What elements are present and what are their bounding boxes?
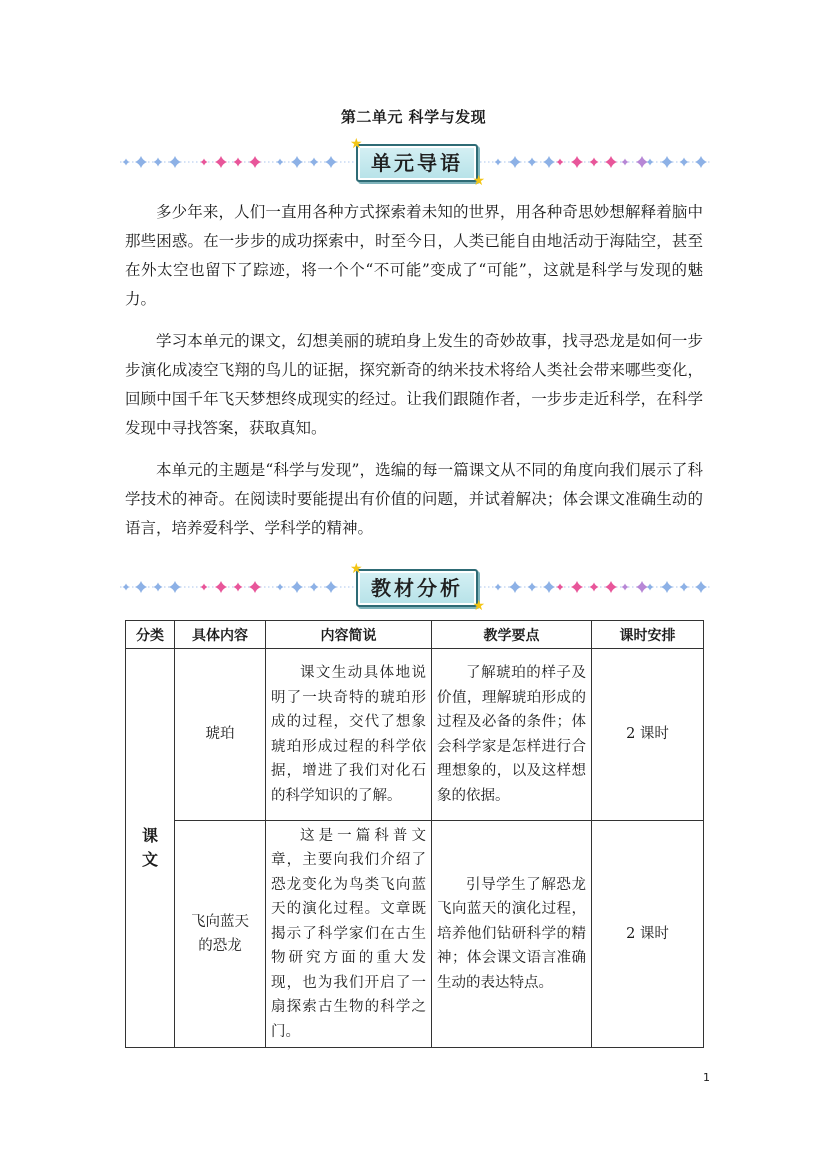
sparkle-icon — [310, 583, 319, 592]
sparkle-icon — [310, 158, 319, 167]
sparkle-icon — [661, 156, 673, 168]
sparkle-icon — [325, 156, 337, 168]
sparkle-icon — [509, 156, 521, 168]
banner-title: 单元导语 — [371, 151, 463, 175]
sparkle-icon — [571, 581, 583, 593]
sparkle-icon — [154, 158, 163, 167]
table-row — [126, 649, 704, 821]
sparkle-icon — [291, 581, 303, 593]
sparkle-icon — [695, 156, 707, 168]
lesson-title — [175, 821, 266, 1048]
sparkle-icon — [277, 159, 284, 166]
lesson-hours: 2 课时 — [592, 821, 704, 1048]
star-icon: ★ — [350, 136, 363, 152]
sparkle-icon — [543, 156, 555, 168]
star-icon: ★ — [350, 561, 363, 577]
section-banner-intro — [350, 136, 485, 189]
sparkle-icon — [277, 584, 284, 591]
sparkle-icon — [215, 156, 227, 168]
intro-paragraph-3: 本单元的主题是“科学与发现”，选编的每一篇课文从不同的角度向我们展示了科学技术的神奇。在阅读时要能提出有价值的问题，并试着解决；体会课文准确生动的语言，培养爱科学、学科学的精神。 — [125, 461, 703, 537]
lesson-summary: 这是一篇科普文章，主要向我们介绍了恐龙变化为鸟类飞向蓝天的演化过程。文章既揭示了科学家们在古生物研究方面的重大发现，也为我们开启了一扇探索古生物的科学之门。 — [266, 821, 432, 1048]
sparkle-icon — [680, 583, 689, 592]
header-summary: 内容简说 — [266, 621, 432, 649]
sparkle-icon — [135, 156, 147, 168]
sparkle-icon — [135, 581, 147, 593]
sparkle-icon — [590, 583, 599, 592]
header-category: 分类 — [126, 621, 175, 649]
lesson-title: 琥珀 — [175, 649, 266, 821]
sparkle-icon — [123, 159, 130, 166]
sparkle-icon — [234, 583, 243, 592]
sparkle-icon — [528, 158, 537, 167]
sparkle-icon — [201, 159, 208, 166]
sparkle-icon — [154, 583, 163, 592]
star-icon: ★ — [472, 598, 485, 614]
category-label: 课文 — [142, 826, 159, 869]
sparkle-icon — [528, 583, 537, 592]
sparkle-icon — [325, 581, 337, 593]
sparkle-icon — [605, 156, 617, 168]
sparkle-icon — [201, 584, 208, 591]
sparkle-icon — [571, 156, 583, 168]
page-number: 1 — [703, 1071, 710, 1084]
intro-paragraph-1: 多少年来，人们一直用各种方式探索着未知的世界，用各种奇思妙想解释着脑中那些困惑。在一步步的成功探索中，时至今日，人类已能自由地活动于海陆空，甚至在外太空也留下了踪迹，将一个个“不可能”变成了“可能”，这就是科学与发现的魅力。 — [125, 203, 703, 308]
sparkle-icon — [636, 581, 648, 593]
sparkle-icon — [123, 584, 130, 591]
lesson-hours: 2 课时 — [592, 649, 704, 821]
sparkle-icon — [661, 581, 673, 593]
sparkle-icon — [557, 584, 564, 591]
sparkle-icon — [169, 156, 181, 168]
sparkle-icon — [543, 581, 555, 593]
sparkle-icon — [590, 158, 599, 167]
section-divider-intro — [120, 136, 710, 189]
sparkle-icon — [647, 584, 654, 591]
lesson-title-text: 飞向蓝天的恐龙 — [191, 913, 249, 954]
header-hours: 课时安排 — [592, 621, 704, 649]
sparkle-icon — [291, 156, 303, 168]
section-divider-analysis — [120, 561, 710, 614]
sparkle-icon — [622, 584, 629, 591]
sparkle-icon — [495, 159, 502, 166]
category-cell — [126, 649, 175, 1048]
sparkle-icon — [234, 158, 243, 167]
sparkle-icon — [680, 158, 689, 167]
star-icon: ★ — [472, 173, 485, 189]
lesson-summary: 课文生动具体地说明了一块奇特的琥珀形成的过程，交代了想象琥珀形成过程的科学依据，增进了我们对化石的科学知识的了解。 — [266, 649, 432, 821]
sparkle-icon — [215, 581, 227, 593]
header-key-points: 教学要点 — [432, 621, 592, 649]
header-content: 具体内容 — [175, 621, 266, 649]
section-banner-analysis — [350, 561, 485, 614]
lesson-key-points: 了解琥珀的样子及价值，理解琥珀形成的过程及必备的条件；体会科学家是怎样进行合理想象的，以及这样想象的依据。 — [432, 649, 592, 821]
sparkle-icon — [249, 581, 261, 593]
sparkle-icon — [647, 159, 654, 166]
intro-paragraph-2: 学习本单元的课文，幻想美丽的琥珀身上发生的奇妙故事，找寻恐龙是如何一步步演化成凌空飞翔的鸟儿的证据，探究新奇的纳米技术将给人类社会带来哪些变化，回顾中国千年飞天梦想终成现实的经过。让我们跟随作者，一步步走近科学，在科学发现中寻找答案，获取真知。 — [125, 332, 703, 437]
sparkle-icon — [509, 581, 521, 593]
sparkle-icon — [495, 584, 502, 591]
table-row — [126, 821, 704, 1048]
sparkle-icon — [249, 156, 261, 168]
sparkle-icon — [622, 159, 629, 166]
sparkle-icon — [605, 581, 617, 593]
lesson-key-points: 引导学生了解恐龙飞向蓝天的演化过程，培养他们钻研科学的精神；体会课文语言准确生动的表达特点。 — [432, 821, 592, 1048]
page-title: 第二单元 科学与发现 — [340, 108, 487, 126]
sparkle-icon — [557, 159, 564, 166]
table-header-row — [126, 621, 704, 649]
sparkle-icon — [695, 581, 707, 593]
banner-title: 教材分析 — [371, 576, 463, 600]
sparkle-icon — [169, 581, 181, 593]
sparkle-icon — [636, 156, 648, 168]
analysis-table — [125, 620, 704, 1048]
